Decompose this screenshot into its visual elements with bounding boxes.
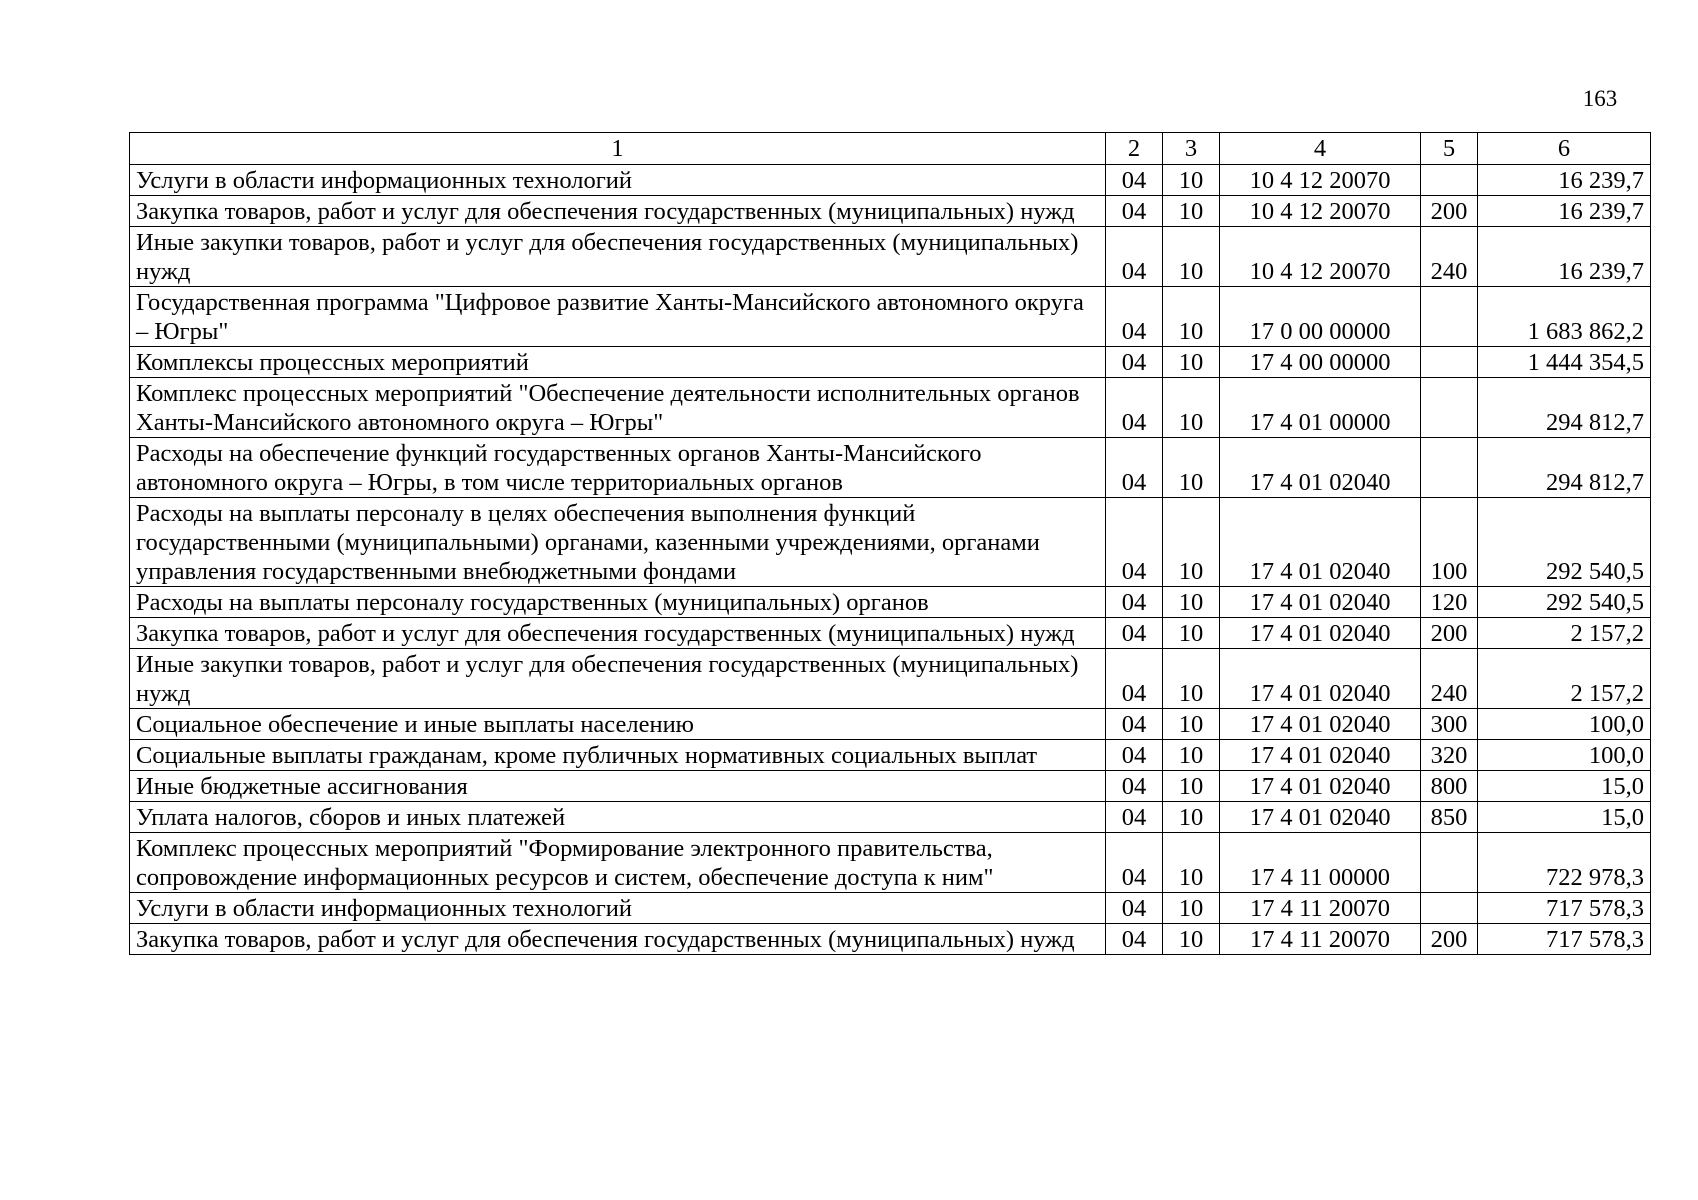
row-target-article-cell: 17 4 01 02040: [1220, 438, 1421, 498]
row-amount-cell: 294 812,7: [1478, 378, 1651, 438]
row-target-article-cell: 17 4 01 02040: [1220, 709, 1421, 740]
table-row: [130, 740, 1651, 771]
row-section-cell: 04: [1106, 649, 1163, 709]
row-target-article-cell: 17 4 11 20070: [1220, 924, 1421, 955]
row-name-cell: Комплекс процессных мероприятий "Формирование электронного правительства, сопровождение информационных ресурсов и систем, обеспечение доступа к ним": [130, 833, 1106, 893]
table-row: [130, 438, 1651, 498]
row-expense-type-cell: [1421, 438, 1478, 498]
row-expense-type-cell: 200: [1421, 924, 1478, 955]
row-target-article-cell: 17 4 01 02040: [1220, 802, 1421, 833]
row-name-cell: Расходы на обеспечение функций государственных органов Ханты-Мансийского автономного округа – Югры, в том числе территориальных органов: [130, 438, 1106, 498]
row-target-article-cell: 10 4 12 20070: [1220, 196, 1421, 227]
row-target-article-cell: 17 4 11 00000: [1220, 833, 1421, 893]
table-row: [130, 498, 1651, 587]
header-cell: 6: [1478, 133, 1651, 165]
table-row: [130, 378, 1651, 438]
row-amount-cell: 100,0: [1478, 709, 1651, 740]
table-row: [130, 227, 1651, 287]
row-section-cell: 04: [1106, 833, 1163, 893]
row-subsection-cell: 10: [1163, 378, 1220, 438]
row-expense-type-cell: 100: [1421, 498, 1478, 587]
row-target-article-cell: 10 4 12 20070: [1220, 165, 1421, 196]
row-subsection-cell: 10: [1163, 709, 1220, 740]
table-row: [130, 587, 1651, 618]
row-target-article-cell: 17 4 01 02040: [1220, 649, 1421, 709]
table-row: [130, 833, 1651, 893]
row-expense-type-cell: [1421, 287, 1478, 347]
table-row: [130, 196, 1651, 227]
row-amount-cell: 1 444 354,5: [1478, 347, 1651, 378]
row-expense-type-cell: 240: [1421, 227, 1478, 287]
row-name-cell: Уплата налогов, сборов и иных платежей: [130, 802, 1106, 833]
table-row: [130, 771, 1651, 802]
row-subsection-cell: 10: [1163, 802, 1220, 833]
row-section-cell: 04: [1106, 740, 1163, 771]
row-amount-cell: 292 540,5: [1478, 587, 1651, 618]
row-expense-type-cell: [1421, 893, 1478, 924]
table-body: [130, 165, 1651, 955]
row-name-cell: Закупка товаров, работ и услуг для обеспечения государственных (муниципальных) нужд: [130, 924, 1106, 955]
row-subsection-cell: 10: [1163, 587, 1220, 618]
row-section-cell: 04: [1106, 893, 1163, 924]
row-section-cell: 04: [1106, 771, 1163, 802]
row-target-article-cell: 17 4 01 02040: [1220, 618, 1421, 649]
table-row: [130, 709, 1651, 740]
row-amount-cell: 2 157,2: [1478, 618, 1651, 649]
row-amount-cell: 16 239,7: [1478, 165, 1651, 196]
row-name-cell: Иные закупки товаров, работ и услуг для обеспечения государственных (муниципальных) нужд: [130, 227, 1106, 287]
table-row: [130, 893, 1651, 924]
header-cell: 4: [1220, 133, 1421, 165]
row-section-cell: 04: [1106, 287, 1163, 347]
row-section-cell: 04: [1106, 378, 1163, 438]
row-expense-type-cell: [1421, 833, 1478, 893]
row-subsection-cell: 10: [1163, 227, 1220, 287]
row-target-article-cell: 17 4 11 20070: [1220, 893, 1421, 924]
row-expense-type-cell: 800: [1421, 771, 1478, 802]
row-section-cell: 04: [1106, 618, 1163, 649]
row-expense-type-cell: 200: [1421, 196, 1478, 227]
table-row: [130, 802, 1651, 833]
row-amount-cell: 292 540,5: [1478, 498, 1651, 587]
table-row: [130, 165, 1651, 196]
row-section-cell: 04: [1106, 709, 1163, 740]
row-amount-cell: 15,0: [1478, 802, 1651, 833]
row-name-cell: Расходы на выплаты персоналу государственных (муниципальных) органов: [130, 587, 1106, 618]
row-subsection-cell: 10: [1163, 618, 1220, 649]
row-subsection-cell: 10: [1163, 649, 1220, 709]
row-expense-type-cell: 320: [1421, 740, 1478, 771]
row-section-cell: 04: [1106, 196, 1163, 227]
table-row: [130, 618, 1651, 649]
table-row: [130, 924, 1651, 955]
page-number: 163: [1582, 86, 1618, 111]
row-subsection-cell: 10: [1163, 165, 1220, 196]
row-amount-cell: 717 578,3: [1478, 893, 1651, 924]
row-name-cell: Иные бюджетные ассигнования: [130, 771, 1106, 802]
row-section-cell: 04: [1106, 347, 1163, 378]
row-expense-type-cell: 850: [1421, 802, 1478, 833]
row-subsection-cell: 10: [1163, 893, 1220, 924]
row-amount-cell: 16 239,7: [1478, 227, 1651, 287]
row-subsection-cell: 10: [1163, 498, 1220, 587]
row-amount-cell: 722 978,3: [1478, 833, 1651, 893]
row-subsection-cell: 10: [1163, 833, 1220, 893]
row-target-article-cell: 10 4 12 20070: [1220, 227, 1421, 287]
row-target-article-cell: 17 0 00 00000: [1220, 287, 1421, 347]
row-expense-type-cell: 120: [1421, 587, 1478, 618]
row-subsection-cell: 10: [1163, 287, 1220, 347]
budget-table: [129, 132, 1651, 955]
row-section-cell: 04: [1106, 165, 1163, 196]
row-section-cell: 04: [1106, 438, 1163, 498]
row-target-article-cell: 17 4 01 02040: [1220, 498, 1421, 587]
row-target-article-cell: 17 4 00 00000: [1220, 347, 1421, 378]
row-name-cell: Закупка товаров, работ и услуг для обеспечения государственных (муниципальных) нужд: [130, 196, 1106, 227]
row-subsection-cell: 10: [1163, 438, 1220, 498]
table-row: [130, 287, 1651, 347]
row-name-cell: Социальные выплаты гражданам, кроме публичных нормативных социальных выплат: [130, 740, 1106, 771]
row-amount-cell: 294 812,7: [1478, 438, 1651, 498]
table-header-row: [130, 133, 1651, 165]
row-amount-cell: 15,0: [1478, 771, 1651, 802]
row-name-cell: Услуги в области информационных технологий: [130, 165, 1106, 196]
row-target-article-cell: 17 4 01 02040: [1220, 740, 1421, 771]
row-name-cell: Закупка товаров, работ и услуг для обеспечения государственных (муниципальных) нужд: [130, 618, 1106, 649]
row-subsection-cell: 10: [1163, 740, 1220, 771]
row-name-cell: Социальное обеспечение и иные выплаты населению: [130, 709, 1106, 740]
row-expense-type-cell: [1421, 378, 1478, 438]
table-row: [130, 649, 1651, 709]
row-section-cell: 04: [1106, 587, 1163, 618]
row-amount-cell: 16 239,7: [1478, 196, 1651, 227]
row-name-cell: Государственная программа "Цифровое развитие Ханты-Мансийского автономного округа – Югры": [130, 287, 1106, 347]
row-name-cell: Комплексы процессных мероприятий: [130, 347, 1106, 378]
row-section-cell: 04: [1106, 924, 1163, 955]
row-target-article-cell: 17 4 01 02040: [1220, 587, 1421, 618]
row-target-article-cell: 17 4 01 00000: [1220, 378, 1421, 438]
row-expense-type-cell: 200: [1421, 618, 1478, 649]
row-subsection-cell: 10: [1163, 924, 1220, 955]
header-cell: 5: [1421, 133, 1478, 165]
table-row: [130, 347, 1651, 378]
row-subsection-cell: 10: [1163, 196, 1220, 227]
row-subsection-cell: 10: [1163, 771, 1220, 802]
row-amount-cell: 100,0: [1478, 740, 1651, 771]
row-target-article-cell: 17 4 01 02040: [1220, 771, 1421, 802]
row-amount-cell: 1 683 862,2: [1478, 287, 1651, 347]
row-name-cell: Расходы на выплаты персоналу в целях обеспечения выполнения функций государственными (муниципальными) органами, казенными учреждениями, органами управления государственными внебюджетными фондами: [130, 498, 1106, 587]
row-expense-type-cell: 240: [1421, 649, 1478, 709]
row-section-cell: 04: [1106, 498, 1163, 587]
row-section-cell: 04: [1106, 227, 1163, 287]
row-expense-type-cell: 300: [1421, 709, 1478, 740]
row-expense-type-cell: [1421, 347, 1478, 378]
row-expense-type-cell: [1421, 165, 1478, 196]
row-name-cell: Комплекс процессных мероприятий "Обеспечение деятельности исполнительных органов Ханты-Мансийского автономного округа – Югры": [130, 378, 1106, 438]
row-name-cell: Иные закупки товаров, работ и услуг для обеспечения государственных (муниципальных) нужд: [130, 649, 1106, 709]
header-cell: 2: [1106, 133, 1163, 165]
header-cell: 1: [130, 133, 1106, 165]
row-name-cell: Услуги в области информационных технологий: [130, 893, 1106, 924]
row-amount-cell: 2 157,2: [1478, 649, 1651, 709]
row-amount-cell: 717 578,3: [1478, 924, 1651, 955]
row-section-cell: 04: [1106, 802, 1163, 833]
header-cell: 3: [1163, 133, 1220, 165]
row-subsection-cell: 10: [1163, 347, 1220, 378]
